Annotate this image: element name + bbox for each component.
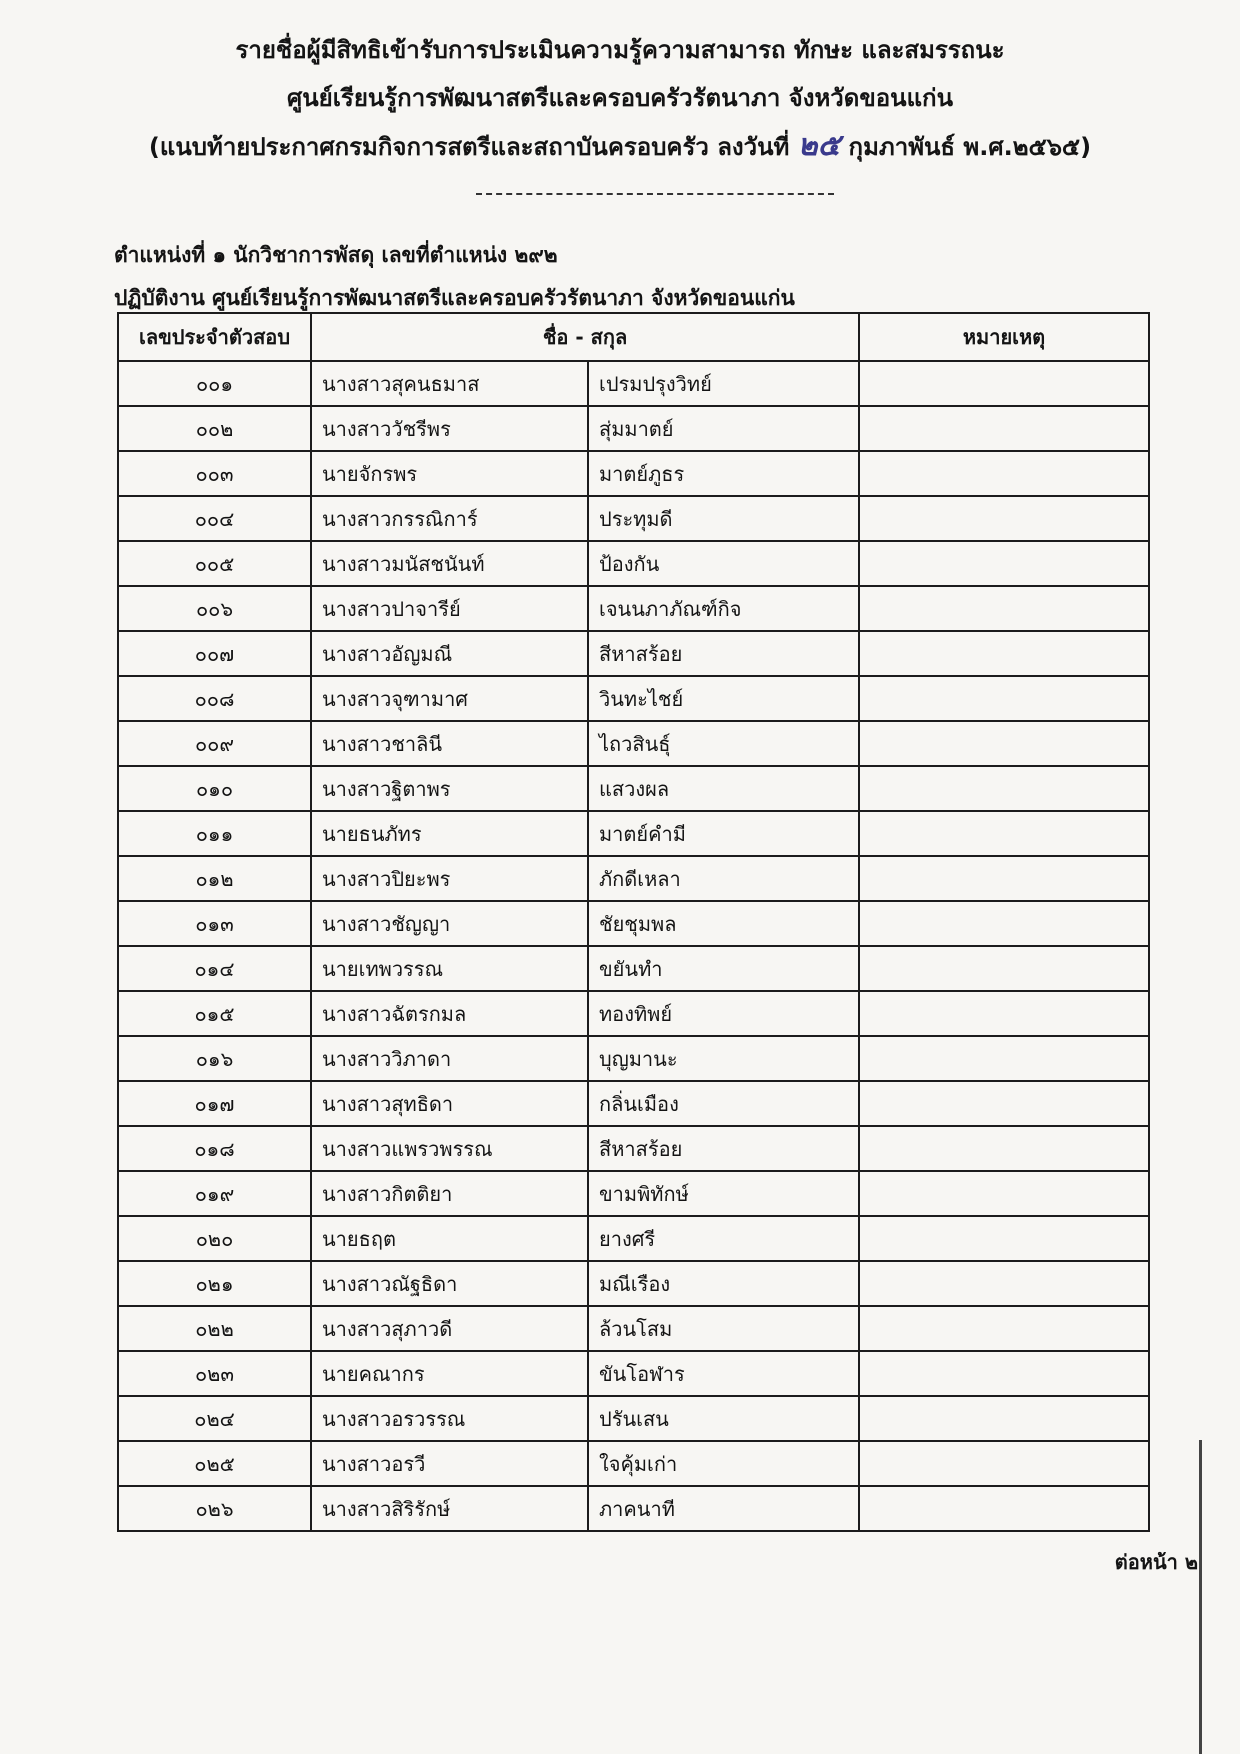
first-name-cell: นายเทพวรรณ <box>311 946 588 991</box>
first-name-cell: นางสาวอรวี <box>311 1441 588 1486</box>
note-cell <box>859 451 1149 496</box>
exam-id-cell: ๐๑๙ <box>118 1171 311 1216</box>
first-name-cell: นายธฤต <box>311 1216 588 1261</box>
first-name-cell: นางสาวอรวรรณ <box>311 1396 588 1441</box>
exam-id-cell: ๐๐๑ <box>118 361 311 406</box>
note-cell <box>859 676 1149 721</box>
first-name-cell: นายธนภัทร <box>311 811 588 856</box>
last-name-cell: สีหาสร้อย <box>588 631 859 676</box>
last-name-cell: เจนนภาภัณฑ์กิจ <box>588 586 859 631</box>
last-name-cell: ประทุมดี <box>588 496 859 541</box>
table-row <box>118 361 1149 406</box>
first-name-cell: นางสาวสิริรักษ์ <box>311 1486 588 1531</box>
exam-id-cell: ๐๒๖ <box>118 1486 311 1531</box>
note-cell <box>859 901 1149 946</box>
last-name-cell: กลิ่นเมือง <box>588 1081 859 1126</box>
first-name-cell: นางสาวสุคนธมาส <box>311 361 588 406</box>
note-cell <box>859 856 1149 901</box>
workplace-line: ปฏิบัติงาน ศูนย์เรียนรู้การพัฒนาสตรีและครอบครัวรัตนาภา จังหวัดขอนแก่น <box>114 286 795 310</box>
first-name-cell: นางสาวจุฑามาศ <box>311 676 588 721</box>
last-name-cell: ขันโอฬาร <box>588 1351 859 1396</box>
note-cell <box>859 361 1149 406</box>
note-cell <box>859 721 1149 766</box>
exam-id-cell: ๐๐๙ <box>118 721 311 766</box>
exam-id-cell: ๐๐๗ <box>118 631 311 676</box>
table-row <box>118 1486 1149 1531</box>
note-cell <box>859 1171 1149 1216</box>
exam-id-cell: ๐๒๑ <box>118 1261 311 1306</box>
table-header-row <box>118 313 1149 361</box>
last-name-cell: วินทะไชย์ <box>588 676 859 721</box>
note-cell <box>859 991 1149 1036</box>
exam-id-cell: ๐๐๘ <box>118 676 311 721</box>
header-name: ชื่อ - สกุล <box>311 313 859 361</box>
note-cell <box>859 1216 1149 1261</box>
exam-id-cell: ๐๑๐ <box>118 766 311 811</box>
note-cell <box>859 766 1149 811</box>
note-cell <box>859 1261 1149 1306</box>
note-cell <box>859 1396 1149 1441</box>
table-row <box>118 1081 1149 1126</box>
first-name-cell: นางสาวมนัสชนันท์ <box>311 541 588 586</box>
note-cell <box>859 1486 1149 1531</box>
first-name-cell: นางสาวปาจารีย์ <box>311 586 588 631</box>
last-name-cell: เปรมปรุงวิทย์ <box>588 361 859 406</box>
exam-id-cell: ๐๑๘ <box>118 1126 311 1171</box>
exam-id-cell: ๐๐๓ <box>118 451 311 496</box>
note-cell <box>859 1081 1149 1126</box>
first-name-cell: นางสาวอัญมณี <box>311 631 588 676</box>
last-name-cell: สุ่มมาตย์ <box>588 406 859 451</box>
last-name-cell: ทองทิพย์ <box>588 991 859 1036</box>
position-line: ตำแหน่งที่ ๑ นักวิชาการพัสดุ เลขที่ตำแหน่ง ๒๙๒ <box>114 243 558 267</box>
last-name-cell: สีหาสร้อย <box>588 1126 859 1171</box>
last-name-cell: ชัยชุมพล <box>588 901 859 946</box>
table-row <box>118 721 1149 766</box>
continue-note: ต่อหน้า ๒ <box>1114 1550 1198 1574</box>
table-row <box>118 1396 1149 1441</box>
table-row <box>118 1171 1149 1216</box>
exam-id-cell: ๐๑๔ <box>118 946 311 991</box>
scan-edge-shadow <box>1199 1440 1202 1754</box>
first-name-cell: นางสาวชาลินี <box>311 721 588 766</box>
exam-id-cell: ๐๐๕ <box>118 541 311 586</box>
exam-id-cell: ๐๑๕ <box>118 991 311 1036</box>
first-name-cell: นางสาวสุภาวดี <box>311 1306 588 1351</box>
exam-id-cell: ๐๒๒ <box>118 1306 311 1351</box>
first-name-cell: นางสาวฐิตาพร <box>311 766 588 811</box>
exam-id-cell: ๐๑๗ <box>118 1081 311 1126</box>
note-cell <box>859 1036 1149 1081</box>
doc-attachment-line <box>0 130 1240 163</box>
last-name-cell: ขยันทำ <box>588 946 859 991</box>
note-cell <box>859 1306 1149 1351</box>
last-name-cell: บุญมานะ <box>588 1036 859 1081</box>
attachment-date: กุมภาพันธ์ พ.ศ.๒๕๖๕) <box>848 133 1092 161</box>
note-cell <box>859 631 1149 676</box>
first-name-cell: นางสาววัชรีพร <box>311 406 588 451</box>
exam-id-cell: ๐๒๕ <box>118 1441 311 1486</box>
last-name-cell: มณีเรือง <box>588 1261 859 1306</box>
note-cell <box>859 811 1149 856</box>
first-name-cell: นางสาวณัฐธิดา <box>311 1261 588 1306</box>
first-name-cell: นางสาวฉัตรกมล <box>311 991 588 1036</box>
first-name-cell: นางสาวแพรวพรรณ <box>311 1126 588 1171</box>
note-cell <box>859 1351 1149 1396</box>
separator-line <box>476 193 834 195</box>
note-cell <box>859 946 1149 991</box>
last-name-cell: มาตย์ภูธร <box>588 451 859 496</box>
first-name-cell: นายจักรพร <box>311 451 588 496</box>
last-name-cell: ไถวสินธุ์ <box>588 721 859 766</box>
first-name-cell: นายคณากร <box>311 1351 588 1396</box>
last-name-cell: ภักดีเหลา <box>588 856 859 901</box>
table-row <box>118 631 1149 676</box>
exam-id-cell: ๐๑๒ <box>118 856 311 901</box>
table-row <box>118 1306 1149 1351</box>
note-cell <box>859 496 1149 541</box>
table-row <box>118 766 1149 811</box>
table-row <box>118 451 1149 496</box>
note-cell <box>859 1126 1149 1171</box>
first-name-cell: นางสาวกิตติยา <box>311 1171 588 1216</box>
table-row <box>118 1216 1149 1261</box>
table-row <box>118 676 1149 721</box>
exam-id-cell: ๐๐๒ <box>118 406 311 451</box>
last-name-cell: ล้วนโสม <box>588 1306 859 1351</box>
table-row <box>118 1261 1149 1306</box>
exam-id-cell: ๐๑๓ <box>118 901 311 946</box>
table-row <box>118 1036 1149 1081</box>
candidate-table <box>117 312 1150 1532</box>
table-row <box>118 496 1149 541</box>
table-row <box>118 811 1149 856</box>
last-name-cell: ภาคนาที <box>588 1486 859 1531</box>
exam-id-cell: ๐๐๔ <box>118 496 311 541</box>
note-cell <box>859 1441 1149 1486</box>
exam-id-cell: ๐๑๖ <box>118 1036 311 1081</box>
table-row <box>118 586 1149 631</box>
exam-id-cell: ๐๒๔ <box>118 1396 311 1441</box>
first-name-cell: นางสาวสุทธิดา <box>311 1081 588 1126</box>
header-note: หมายเหตุ <box>859 313 1149 361</box>
attachment-text: (แนบท้ายประกาศกรมกิจการสตรีและสถาบันครอบครัว ลงวันที่ <box>148 133 790 161</box>
last-name-cell: ขามพิทักษ์ <box>588 1171 859 1216</box>
header-exam-id: เลขประจำตัวสอบ <box>118 313 311 361</box>
table-row <box>118 1126 1149 1171</box>
exam-id-cell: ๐๑๑ <box>118 811 311 856</box>
note-cell <box>859 541 1149 586</box>
handwritten-day: ๒๕ <box>797 128 841 163</box>
exam-id-cell: ๐๐๖ <box>118 586 311 631</box>
first-name-cell: นางสาวกรรณิการ์ <box>311 496 588 541</box>
last-name-cell: ยางศรี <box>588 1216 859 1261</box>
note-cell <box>859 406 1149 451</box>
table-row <box>118 541 1149 586</box>
table-row <box>118 856 1149 901</box>
first-name-cell: นางสาวปิยะพร <box>311 856 588 901</box>
table-row <box>118 1441 1149 1486</box>
first-name-cell: นางสาวชัญญา <box>311 901 588 946</box>
doc-subtitle: ศูนย์เรียนรู้การพัฒนาสตรีและครอบครัวรัตนาภา จังหวัดขอนแก่น <box>287 84 953 112</box>
note-cell <box>859 586 1149 631</box>
last-name-cell: ป้องกัน <box>588 541 859 586</box>
doc-title: รายชื่อผู้มีสิทธิเข้ารับการประเมินความรู้ความสามารถ ทักษะ และสมรรถนะ <box>235 36 1005 64</box>
table-body <box>118 361 1149 1531</box>
last-name-cell: แสวงผล <box>588 766 859 811</box>
exam-id-cell: ๐๒๓ <box>118 1351 311 1396</box>
table-row <box>118 946 1149 991</box>
table-row <box>118 1351 1149 1396</box>
exam-id-cell: ๐๒๐ <box>118 1216 311 1261</box>
last-name-cell: ปรันเสน <box>588 1396 859 1441</box>
last-name-cell: ใจคุ้มเก่า <box>588 1441 859 1486</box>
table-row <box>118 406 1149 451</box>
first-name-cell: นางสาววิภาดา <box>311 1036 588 1081</box>
table-row <box>118 991 1149 1036</box>
last-name-cell: มาตย์คำมี <box>588 811 859 856</box>
table-row <box>118 901 1149 946</box>
